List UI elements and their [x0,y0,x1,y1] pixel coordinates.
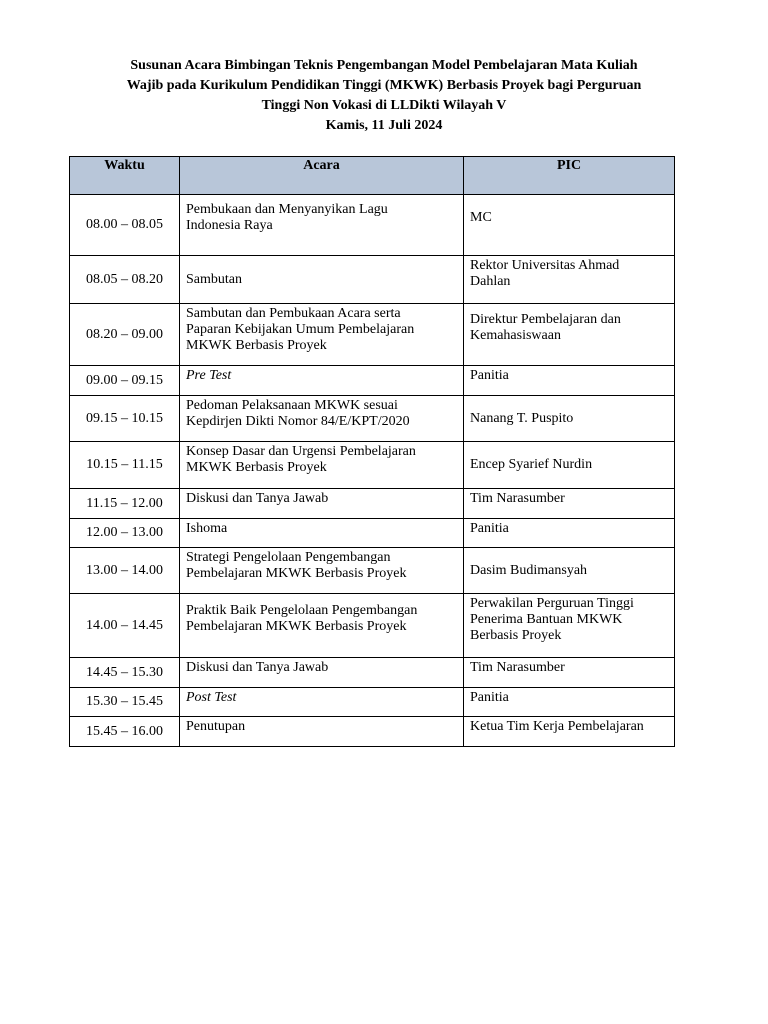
title-line: Susunan Acara Bimbingan Teknis Pengembangan Model Pembelajaran Mata Kuliah [130,58,638,73]
cell-line: Kemahasiswaan [470,328,561,343]
cell-line: Konsep Dasar dan Urgensi Pembelajaran [186,444,416,459]
table-row [70,442,675,489]
header-acara: Acara [180,157,464,195]
cell-acara [180,442,464,489]
cell-time: 09.00 – 09.15 [70,366,180,396]
cell-line: Panitia [470,521,509,536]
cell-line: Ishoma [186,521,228,536]
cell-line: Kepdirjen Dikti Nomor 84/E/KPT/2020 [186,414,410,429]
cell-line: Pembelajaran MKWK Berbasis Proyek [186,566,407,581]
title-line: Tinggi Non Vokasi di LLDikti Wilayah V [261,98,507,113]
cell-pic [464,717,675,747]
cell-time: 11.15 – 12.00 [70,489,180,519]
cell-line: Penutupan [186,719,246,734]
cell-pic [464,304,675,366]
cell-time: 13.00 – 14.00 [70,548,180,594]
cell-line: MKWK Berbasis Proyek [186,338,327,353]
cell-line: Praktik Baik Pengelolaan Pengembangan [186,603,418,618]
cell-line: Pre Test [186,368,232,383]
cell-acara [180,489,464,519]
table-row [70,688,675,717]
title-date: Kamis, 11 Juli 2024 [325,118,443,133]
cell-line: Sambutan dan Pembukaan Acara serta [186,306,401,321]
cell-pic [464,396,675,442]
cell-line: Indonesia Raya [186,218,273,233]
cell-acara [180,256,464,304]
cell-line: MC [470,210,492,225]
cell-line: Pembukaan dan Menyanyikan Lagu [186,202,388,217]
cell-line: MKWK Berbasis Proyek [186,460,327,475]
table-row [70,717,675,747]
table-row [70,256,675,304]
cell-time: 08.05 – 08.20 [70,256,180,304]
cell-time: 08.20 – 09.00 [70,304,180,366]
cell-pic [464,548,675,594]
cell-time: 15.45 – 16.00 [70,717,180,747]
cell-line: Sambutan [186,271,242,287]
cell-line: Diskusi dan Tanya Jawab [186,660,329,675]
table-row [70,195,675,256]
cell-line: Berbasis Proyek [470,628,562,643]
title-line: Wajib pada Kurikulum Pendidikan Tinggi (MKWK) Berbasis Proyek bagi Perguruan [126,78,642,93]
table-row [70,304,675,366]
table-row [70,658,675,688]
cell-pic [464,366,675,396]
cell-acara [180,594,464,658]
cell-line: Paparan Kebijakan Umum Pembelajaran [186,322,415,337]
cell-time: 12.00 – 13.00 [70,519,180,548]
table-row [70,548,675,594]
cell-line: Panitia [470,368,509,383]
cell-line: Pedoman Pelaksanaan MKWK sesuai [186,398,398,413]
cell-line: Perwakilan Perguruan Tinggi [470,596,634,611]
cell-acara [180,548,464,594]
header-pic: PIC [464,157,675,195]
table-row [70,396,675,442]
cell-acara [180,717,464,747]
cell-line: Diskusi dan Tanya Jawab [186,491,329,506]
cell-pic [464,688,675,717]
agenda-table [69,156,675,747]
cell-acara [180,519,464,548]
cell-line: Panitia [470,690,509,705]
header-waktu: Waktu [70,157,180,195]
cell-pic [464,594,675,658]
cell-time: 09.15 – 10.15 [70,396,180,442]
cell-acara [180,195,464,256]
cell-line: Ketua Tim Kerja Pembelajaran [470,719,644,734]
table-row [70,366,675,396]
cell-line: Tim Narasumber [470,491,565,506]
cell-time: 08.00 – 08.05 [70,195,180,256]
cell-pic [464,256,675,304]
cell-acara [180,396,464,442]
cell-acara [180,304,464,366]
table-row [70,594,675,658]
cell-acara [180,688,464,717]
cell-time: 15.30 – 15.45 [70,688,180,717]
cell-line: Penerima Bantuan MKWK [470,612,623,627]
cell-line: Pembelajaran MKWK Berbasis Proyek [186,619,407,634]
cell-pic [464,489,675,519]
cell-line: Dasim Budimansyah [470,562,588,578]
cell-line: Post Test [186,690,237,705]
cell-line: Nanang T. Puspito [470,410,574,426]
cell-time: 14.00 – 14.45 [70,594,180,658]
cell-line: Strategi Pengelolaan Pengembangan [186,550,391,565]
cell-line: Encep Syarief Nurdin [470,457,593,472]
cell-pic [464,658,675,688]
table-row [70,489,675,519]
cell-acara [180,658,464,688]
table-header-row [70,157,675,195]
cell-line: Direktur Pembelajaran dan [470,312,621,327]
cell-line: Rektor Universitas Ahmad [470,258,620,273]
cell-time: 10.15 – 11.15 [70,442,180,489]
cell-pic [464,519,675,548]
cell-acara [180,366,464,396]
table-row [70,519,675,548]
cell-line: Tim Narasumber [470,660,565,675]
cell-pic [464,195,675,256]
document-title [0,56,768,136]
cell-line: Dahlan [470,274,511,289]
cell-pic [464,442,675,489]
cell-time: 14.45 – 15.30 [70,658,180,688]
